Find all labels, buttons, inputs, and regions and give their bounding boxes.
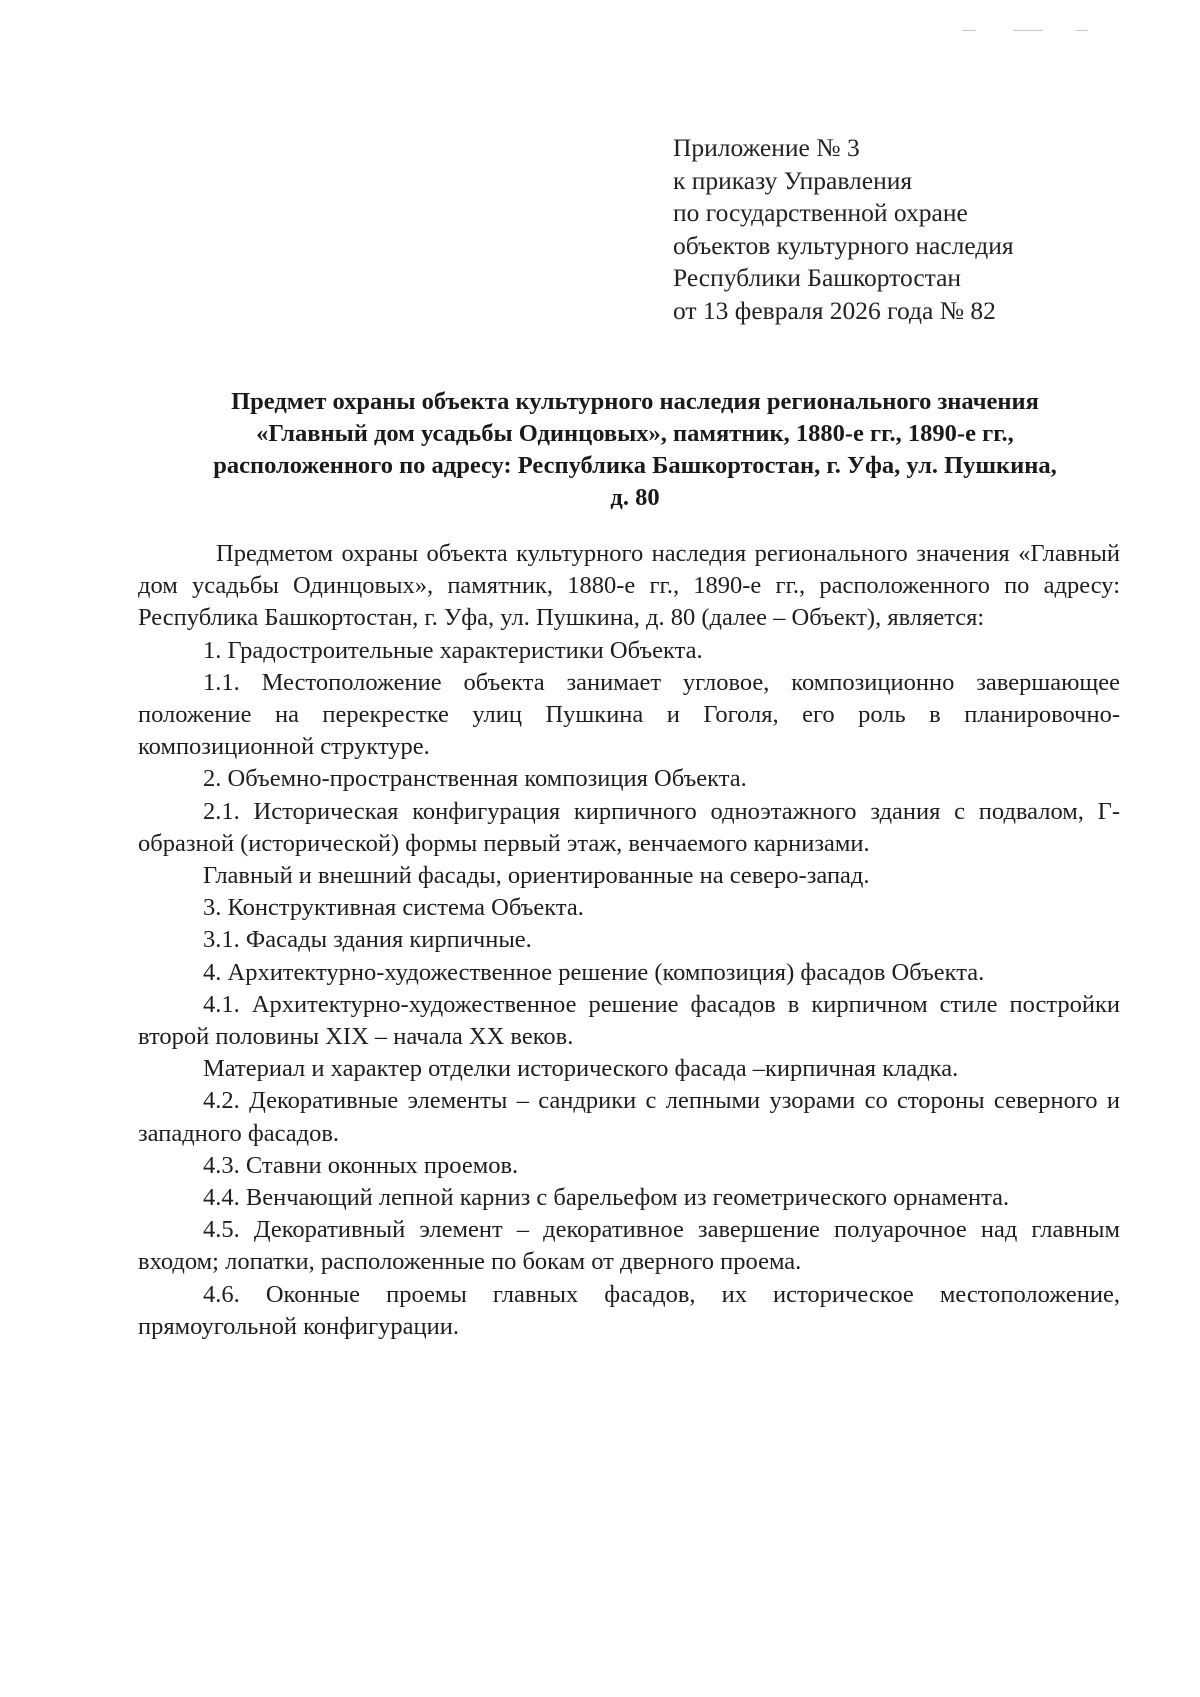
list-item: 4.2. Декоративные элементы – сандрики с лепными узорами со стороны северного и западного фасадов.: [138, 1087, 1120, 1147]
list-item: 1. Градостроительные характеристики Объекта.: [203, 636, 703, 664]
title-line: д. 80: [610, 484, 660, 511]
list-item: 4.3. Ставни оконных проемов.: [203, 1151, 519, 1179]
document-body: [138, 538, 1120, 1343]
intro-paragraph: Предметом охраны объекта культурного наследия регионального значения «Главный дом усадьбы Одинцовых», памятник, 1880-е гг., 1890-е гг., расположенного по адресу: Республика Башкортостан, г. Уфа, ул. Пушкина, д. 80 (далее – Объект), является:: [138, 540, 1120, 632]
list-item: 4.5. Декоративный элемент – декоративное завершение полуарочное над главным входом; лопатки, расположенные по бокам от дверного проема.: [138, 1216, 1120, 1276]
title-line: «Главный дом усадьбы Одинцовых», памятник, 1880-е гг., 1890-е гг.,: [256, 420, 1014, 447]
list-item: 4.1. Архитектурно-художественное решение фасадов в кирпичном стиле постройки второй половины XIX – начала XX веков.: [138, 990, 1120, 1051]
list-item: 3. Конструктивная система Объекта.: [203, 894, 584, 922]
appendix-line: Республики Башкортостан: [673, 263, 962, 292]
document-title: [160, 386, 1110, 514]
appendix-line: Приложение № 3: [673, 133, 860, 162]
list-item: 4. Архитектурно-художественное решение (композиция) фасадов Объекта.: [203, 958, 985, 986]
list-item: 4.6. Оконные проемы главных фасадов, их историческое местоположение, прямоугольной конфигурации.: [138, 1280, 1120, 1340]
list-item: 3.1. Фасады здания кирпичные.: [203, 926, 532, 954]
list-item: 2. Объемно-пространственная композиция Объекта.: [203, 765, 747, 793]
appendix-block: [673, 132, 1014, 327]
list-item: Материал и характер отделки исторического фасада –кирпичная кладка.: [203, 1055, 959, 1083]
appendix-line: объектов культурного наследия: [673, 230, 1014, 260]
list-item: Главный и внешний фасады, ориентированные на северо-запад.: [203, 862, 870, 890]
appendix-line: к приказу Управления: [673, 165, 913, 195]
list-item: 1.1. Местоположение объекта занимает угловое, композиционно завершающее положение на перекрестке улиц Пушкина и Гоголя, его роль в планировочно-композиционной структуре.: [138, 668, 1120, 761]
title-line: Предмет охраны объекта культурного наследия регионального значения: [231, 388, 1039, 415]
appendix-line: от 13 февраля 2026 года № 82: [673, 295, 996, 325]
scan-artifact: [1013, 30, 1043, 31]
appendix-line: по государственной охране: [673, 198, 968, 227]
list-item: 2.1. Историческая конфигурация кирпичного одноэтажного здания с подвалом, Г-образной (исторической) формы первый этаж, венчаемого карнизами.: [138, 797, 1120, 857]
scan-artifact: [962, 30, 976, 31]
title-line: расположенного по адресу: Республика Башкортостан, г. Уфа, ул. Пушкина,: [213, 452, 1057, 479]
list-item: 4.4. Венчающий лепной карниз с барельефом из геометрического орнамента.: [203, 1184, 1010, 1212]
scan-artifact: [1076, 30, 1088, 31]
